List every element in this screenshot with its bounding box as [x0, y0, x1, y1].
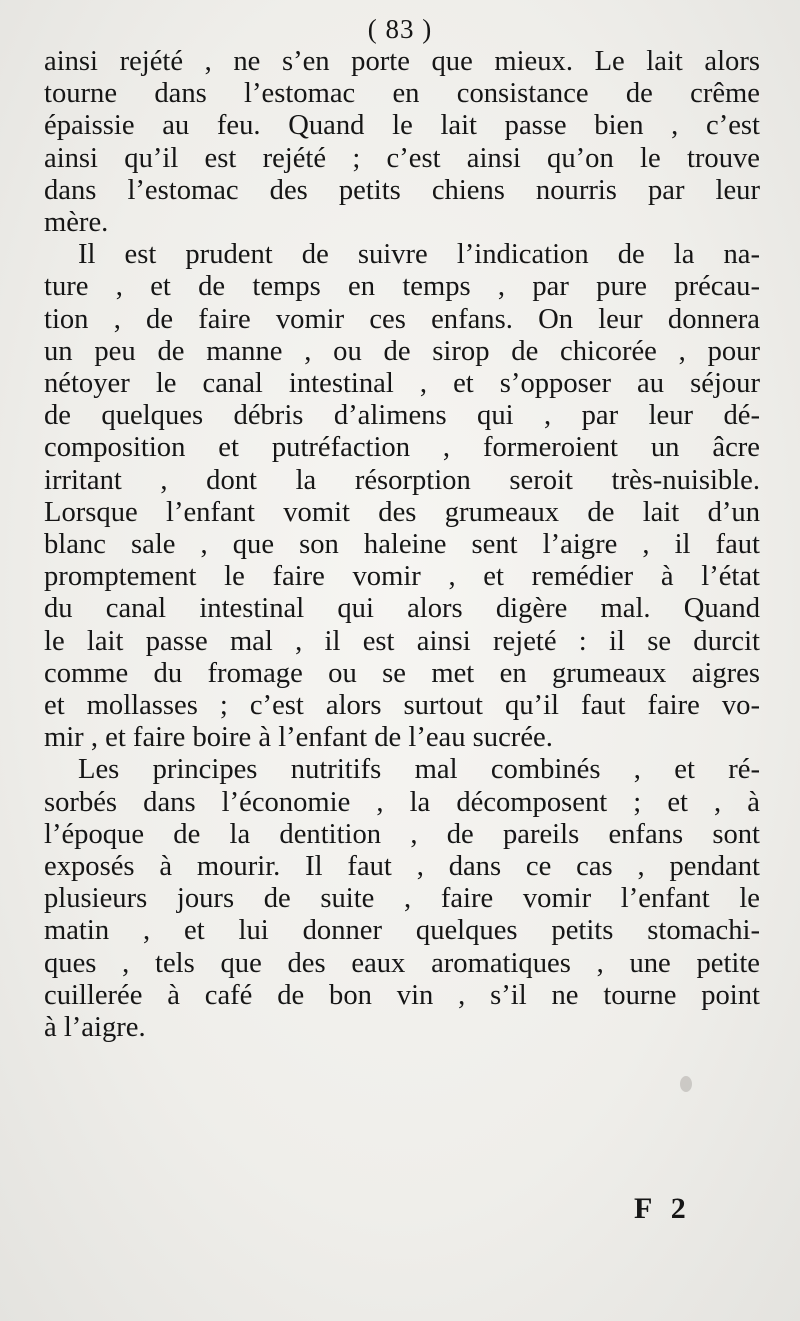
text-line: irritant , dont la résorption seroit très-nuisible. — [44, 464, 760, 496]
text-line: dans l’estomac des petits chiens nourris par leur — [44, 174, 760, 206]
text-line: blanc sale , que son haleine sent l’aigre , il faut — [44, 529, 760, 561]
text-line: ques , tels que des eaux aromatiques , une petite — [44, 947, 760, 979]
text-line: le lait passe mal , il est ainsi rejeté : il se durcit — [44, 625, 760, 657]
text-line: nétoyer le canal intestinal , et s’opposer au séjour — [44, 368, 760, 400]
text-line: à l’aigre. — [44, 1012, 146, 1044]
text-line: cuillerée à café de bon vin , s’il ne tourne point — [44, 979, 760, 1011]
text-line: Lorsque l’enfant vomit des grumeaux de lait d’un — [44, 496, 760, 528]
text-line: plusieurs jours de suite , faire vomir l’enfant le — [44, 883, 760, 915]
text-line: ainsi rejété , ne s’en porte que mieux. Le lait alors — [44, 46, 760, 77]
text-line: l’époque de la dentition , de pareils enfans sont — [44, 818, 760, 850]
page-number: ( 83 ) — [367, 14, 433, 44]
text-line: exposés à mourir. Il faut , dans ce cas , pendant — [44, 851, 760, 883]
paragraph — [44, 46, 760, 239]
text-line: comme du fromage ou se met en grumeaux aigres — [44, 657, 760, 689]
text-line: du canal intestinal qui alors digère mal. Quand — [44, 593, 760, 625]
text-line: un peu de manne , ou de sirop de chicorée , pour — [44, 335, 760, 367]
text-line: mère. — [44, 207, 109, 239]
text-line: matin , et lui donner quelques petits stomachi- — [44, 915, 760, 947]
text-line: promptement le faire vomir , et remédier à l’état — [44, 561, 760, 593]
text-line: sorbés dans l’économie , la décomposent ; et , à — [44, 786, 760, 818]
text-line: Il est prudent de suivre l’indication de la na- — [78, 239, 760, 271]
text-line: mir , et faire boire à l’enfant de l’eau sucrée. — [44, 722, 553, 754]
text-line: ainsi qu’il est rejété ; c’est ainsi qu’on le trouve — [44, 142, 760, 174]
paper-stain — [680, 1076, 692, 1092]
text-line: ture , et de temps en temps , par pure précau- — [44, 271, 760, 303]
text-line: tion , de faire vomir ces enfans. On leur donnera — [44, 303, 760, 335]
paragraph — [44, 754, 760, 1044]
text-line: Les principes nutritifs mal combinés , et ré- — [78, 754, 760, 786]
text-line: et mollasses ; c’est alors surtout qu’il faut faire vo- — [44, 690, 760, 722]
text-line: de quelques débris d’alimens qui , par leur dé- — [44, 400, 760, 432]
text-line: tourne dans l’estomac en consistance de crême — [44, 78, 760, 110]
paragraph — [44, 239, 760, 754]
text-line: composition et putréfaction , formeroient un âcre — [44, 432, 760, 464]
signature-mark: F 2 — [634, 1192, 692, 1225]
body-text — [44, 46, 760, 1044]
text-line: épaissie au feu. Quand le lait passe bien , c’est — [44, 110, 760, 142]
